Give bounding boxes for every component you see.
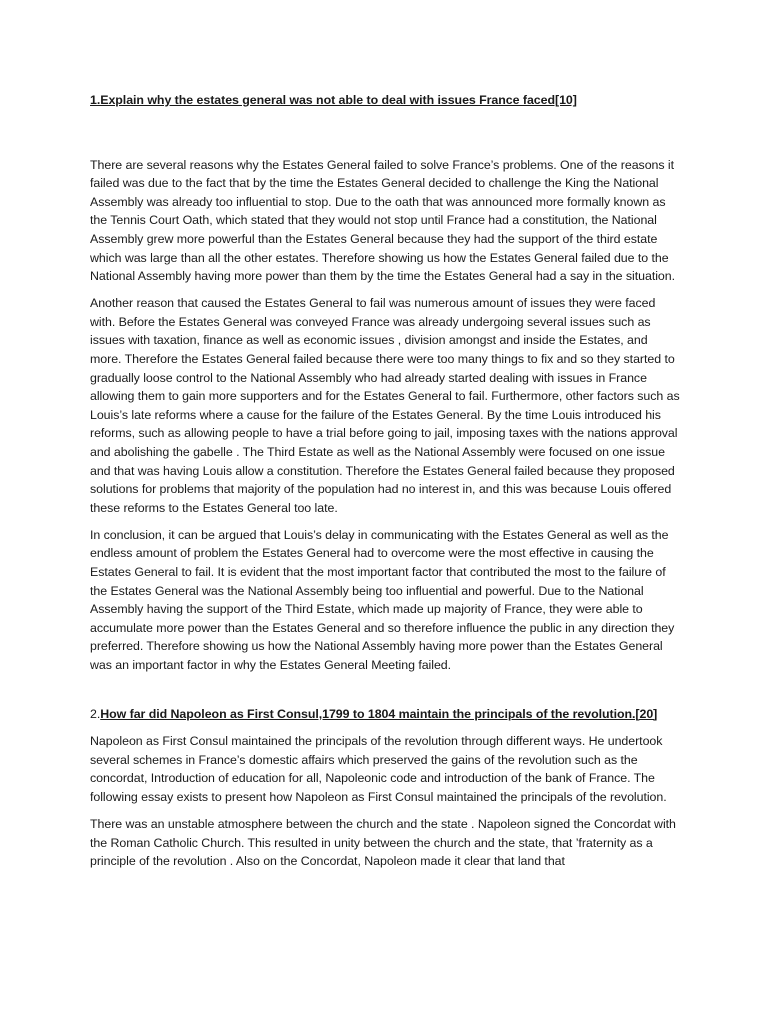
question-2-heading <box>90 705 680 724</box>
document-body <box>90 91 680 879</box>
question-2-paragraph-2: There was an unstable atmosphere between the church and the state . Napoleon signed the Concordat with the Roman Catholic Church. This resulted in unity between the church and the state, that ’fraternity as a principle of the revolution . Also on the Concordat, Napoleon made it clear that land that <box>90 817 676 869</box>
question-2-number: 2. <box>90 706 101 721</box>
question-1-heading <box>90 91 680 110</box>
question-2-heading-text: How far did Napoleon as First Consul,1799 to 1804 maintain the principals of the revolution.[20] <box>100 706 658 721</box>
question-1-paragraph-3: In conclusion, it can be argued that Louis’s delay in communicating with the Estates General as well as the endless amount of problem the Estates General had to overcome were the most effective in causing the Estates General to fail. It is evident that the most important factor that contributed the most to the failure of the Estates General was the National Assembly being too influential and powerful. Due to the National Assembly having the support of the Third Estate, which made up majority of France, they were able to accumulate more power than the Estates General and so therefore influence the public in any direction they preferred. Therefore showing us how the National Assembly having more power than the Estates General was an important factor in why the Estates General Meeting failed. <box>90 527 675 673</box>
question-1-paragraph-2: Another reason that caused the Estates General to fail was numerous amount of issues they were faced with. Before the Estates General was conveyed France was already undergoing several issues such as issues with taxation, finance as well as economic issues , division amongst and inside the Estates, and more. Therefore the Estates General failed because there were too many things to fix and so they started to gradually loose control to the National Assembly who had already started dealing with issues in France allowing them to gain more supporters and for the Estates General to fail. Furthermore, other factors such as Louis’s late reforms where a cause for the failure of the Estates General. By the time Louis introduced his reforms, such as allowing people to have a trial before going to jail, imposing taxes with the nations approval and abolishing the gabelle . The Third Estate as well as the National Assembly were focused on one issue and that was having Louis allow a constitution. Therefore the Estates General failed because they proposed solutions for problems that majority of the population had no interest in, and this was because Louis offered these reforms to the Estates General too late. <box>90 296 680 515</box>
question-1-heading-text: 1.Explain why the estates general was not able to deal with issues France faced[10] <box>90 93 577 107</box>
question-2-paragraph-1: Napoleon as First Consul maintained the principals of the revolution through different ways. He undertook several schemes in France’s domestic affairs which preserved the gains of the revolution such as the concordat, Introduction of education for all, Napoleonic code and introduction of the bank of France. The following essay exists to present how Napoleon as First Consul maintained the principals of the revolution. <box>90 734 667 804</box>
question-1-paragraph-1: There are several reasons why the Estates General failed to solve France’s problems. One of the reasons it failed was due to the fact that by the time the Estates General decided to challenge the King the National Assembly was already too influential to stop. Due to the oath that was announced more formally known as the Tennis Court Oath, which stated that they would not stop until France had a constitution, the National Assembly grew more powerful than the Estates General because they had the support of the third estate which was large than all the other estates. Therefore showing us how the Estates General failed due to the National Assembly having more power than them by the time the Estates General had a say in the situation. <box>90 157 676 284</box>
